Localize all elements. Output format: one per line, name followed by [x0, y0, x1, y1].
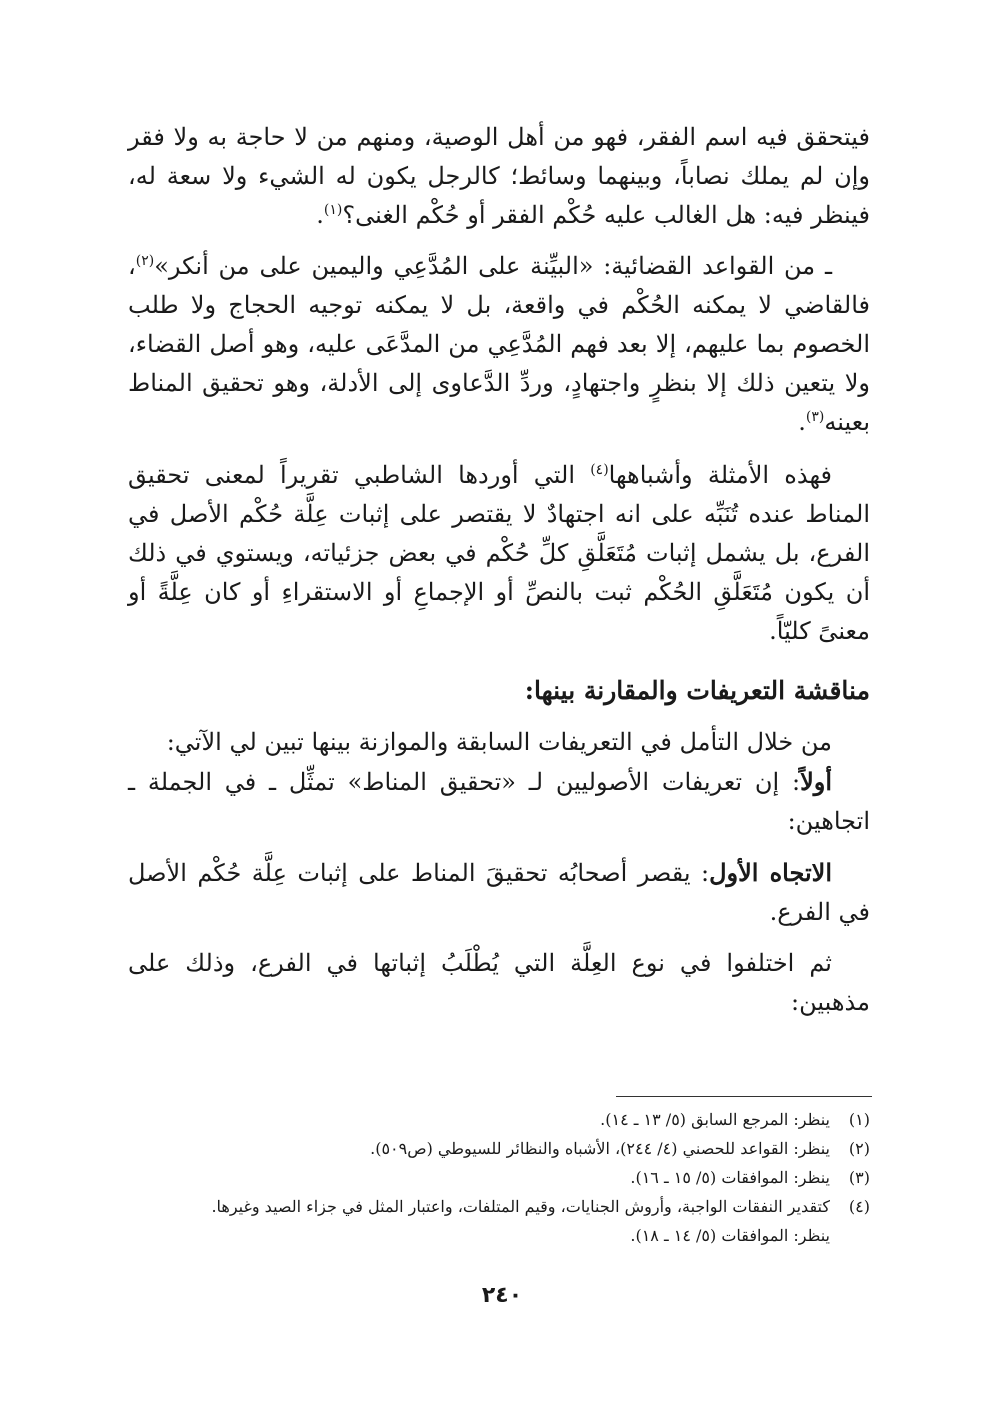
- paragraph-2-text: ـ من القواعد القضائية: «البيِّنة على المُدَّعِي واليمين على من أنكر»: [154, 252, 832, 280]
- footnote-line: كتقدير النفقات الواجبة، وأروش الجنايات، وقيم المتلفات، واعتبار المثل في جزاء الصيد وغيرها.: [211, 1197, 830, 1216]
- page-number: ٢٤٠: [481, 1283, 523, 1308]
- paragraph-3-text: فهذه الأمثلة وأشباهها: [608, 461, 832, 489]
- paragraph-2-continued: ، فالقاضي لا يمكنه الحُكْم في واقعة، بل لا يمكنه توجيه الحجاج ولا طلب الخصوم بما عليهم، إلا بعد فهم المُدَّعِي من المدَّعَى عليه، وهو أصل القضاء، ولا يتعين ذلك إلا بنظرٍ واجتهادٍ، وردِّ الدَّعاوى إلى الأدلة، وهو تحقيق المناط بعينه: [128, 252, 870, 436]
- footnote-item: [150, 1105, 870, 1134]
- footnote-item: [150, 1134, 870, 1163]
- paragraph-5-lead: أولاً: [800, 767, 833, 796]
- footnote-number: (٢): [848, 1139, 870, 1158]
- footnote-number: (٣): [848, 1168, 870, 1187]
- footnote-line: ينظر: المرجع السابق (٥/ ١٣ ـ ١٤).: [600, 1110, 830, 1129]
- footnote-text: [150, 1163, 830, 1192]
- footnote-ref-4: (٤): [590, 462, 609, 478]
- footnote-ref-3: (٣): [805, 409, 825, 425]
- paragraph-1-text: فيتحقق فيه اسم الفقر، فهو من أهل الوصية، ومنهم من لا حاجة به ولا فقر وإن لم يملك نصاباً، وبينهما وسائط؛ كالرجل يكون له الشيء ولا سعة له، فينظر فيه: هل الغالب عليه حُكْم الفقر أو حُكْم الغنى؟: [128, 123, 870, 229]
- footnote-ref-2: (٢): [135, 253, 155, 269]
- paragraph-3-continued: التي أوردها الشاطبي تقريراً لمعنى تحقيق المناط عنده تُنَبِّه على انه اجتهادٌ لا يقتصر على إثبات عِلَّة حُكْم الأصل في الفرع، بل يشمل إثبات مُتَعَلَّقِ كلِّ حُكْم في بعض جزئياته، ويستوي في ذلك أن يكون مُتَعَلَّقِ الحُكْم ثبت بالنصِّ أو الإجماعِ أو الاستقراءِ أو كان عِلَّةً أو معنىً كليّاً.: [128, 461, 870, 645]
- footnote-line: ينظر: الموافقات (٥/ ١٥ ـ ١٦).: [630, 1168, 830, 1187]
- paragraph-6-text: : يقصر أصحابُه تحقيقَ المناط على إثبات عِلَّة حُكْم الأصل في الفرع.: [128, 859, 870, 926]
- paragraph-5-text: : إن تعريفات الأصوليين لـ «تحقيق المناط» تمثِّل ـ في الجملة ـ اتجاهين:: [128, 768, 870, 835]
- footnote-item: [150, 1192, 870, 1250]
- footnote-number: (٤): [848, 1197, 870, 1216]
- footnote-line: ينظر: الموافقات (٥/ ١٤ ـ ١٨).: [630, 1226, 830, 1245]
- footnote-ref-1: (١): [323, 202, 343, 218]
- paragraph-6: [128, 853, 870, 932]
- section-heading: مناقشة التعريفات والمقارنة بينها:: [524, 676, 870, 705]
- paragraph-2-end: .: [798, 408, 806, 436]
- footnote-item: [150, 1163, 870, 1192]
- paragraph-1: [128, 118, 870, 235]
- page-body: [128, 118, 870, 1022]
- paragraph-1-end: .: [316, 201, 324, 229]
- paragraph-2: [128, 247, 870, 442]
- footnote-number: (١): [848, 1110, 870, 1129]
- footnote-text: [150, 1192, 830, 1250]
- paragraph-7: ثم اختلفوا في نوع العِلَّة التي يُطْلَبُ إثباتها في الفرع، وذلك على مذهبين:: [128, 949, 870, 1016]
- footnote-text: [150, 1134, 830, 1163]
- footnote-separator: [616, 1096, 872, 1097]
- paragraph-6-lead: الاتجاه الأول: [709, 858, 832, 887]
- paragraph-5: [128, 762, 870, 841]
- paragraph-3: [128, 456, 870, 651]
- paragraph-4: من خلال التأمل في التعريفات السابقة والموازنة بينها تبين لي الآتي:: [166, 728, 832, 756]
- footnote-text: [150, 1105, 830, 1134]
- footnote-line: ينظر: القواعد للحصني (٤/ ٢٤٤)، الأشباه والنظائر للسيوطي (ص٥٠٩).: [370, 1139, 830, 1158]
- footnotes: [150, 1105, 870, 1250]
